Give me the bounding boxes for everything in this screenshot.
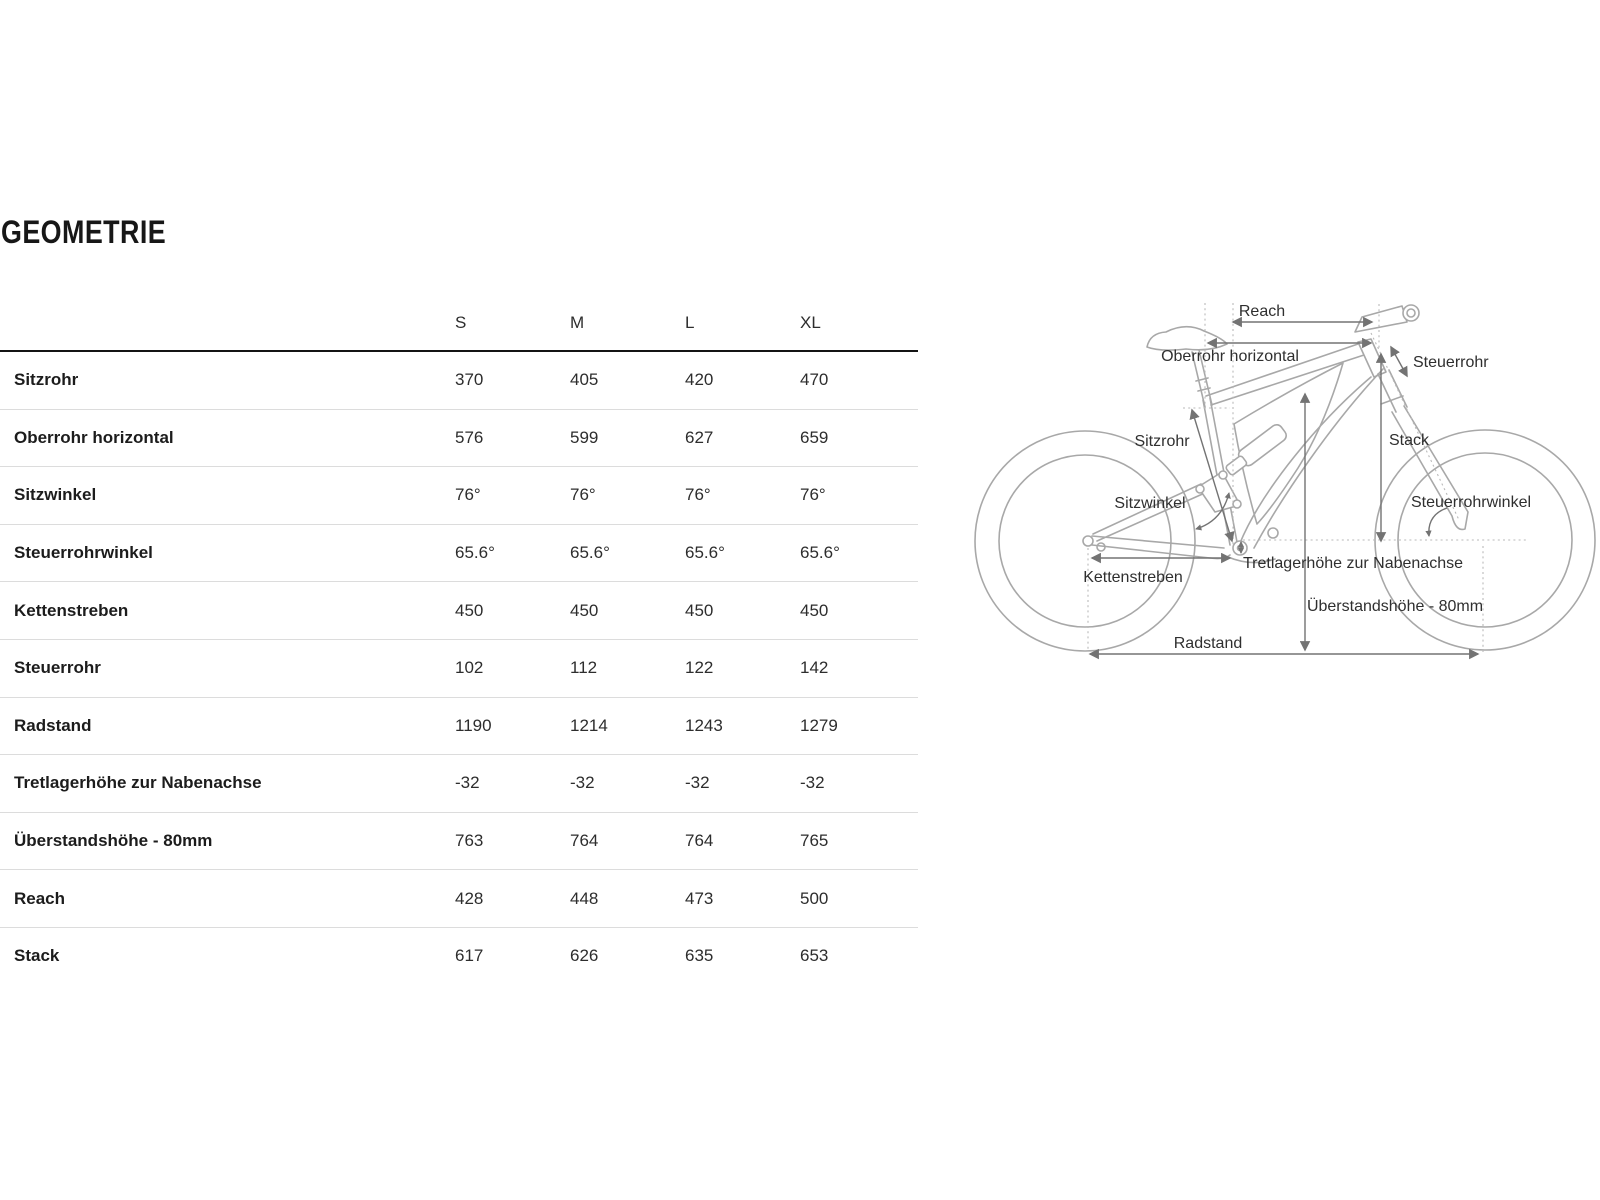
column-header-m: M xyxy=(570,313,585,332)
cell-value: 428 xyxy=(455,888,484,908)
cell-value: 653 xyxy=(800,946,829,966)
cell-value: -32 xyxy=(570,773,595,793)
rear-wheel xyxy=(975,431,1195,651)
cell-value: 764 xyxy=(570,831,599,851)
cell-value: 450 xyxy=(685,600,714,620)
reach-label: Reach xyxy=(1238,303,1286,320)
cell-value: 500 xyxy=(800,888,829,908)
column-header-l: L xyxy=(685,313,695,332)
row-label: Überstandshöhe - 80mm xyxy=(14,831,213,851)
cell-value: 635 xyxy=(685,946,714,966)
row-label: Reach xyxy=(14,888,66,908)
cell-value: 76° xyxy=(570,485,596,505)
radstand-label: Radstand xyxy=(1173,635,1243,652)
table-row-sitzwinkel xyxy=(0,467,918,525)
cell-value: 76° xyxy=(455,485,481,505)
row-label: Kettenstreben xyxy=(14,600,129,620)
table-row-sitzrohr xyxy=(0,352,918,410)
cell-value: 1214 xyxy=(570,715,608,735)
geometry-table xyxy=(0,296,918,985)
bike-geometry-diagram xyxy=(940,280,1600,700)
cell-value: 405 xyxy=(570,370,599,390)
oberrohr-label: Oberrohr horizontal xyxy=(1161,348,1299,365)
steuerrohrwinkel-label: Steuerrohrwinkel xyxy=(1410,494,1532,511)
cell-value: 576 xyxy=(455,427,484,447)
sitzwinkel-label: Sitzwinkel xyxy=(1114,495,1186,512)
row-label: Sitzwinkel xyxy=(14,485,97,505)
ueberstandshoehe-label: Überstandshöhe - 80mm xyxy=(1306,598,1484,615)
cell-value: 370 xyxy=(455,370,484,390)
cell-value: 65.6° xyxy=(800,543,840,563)
cell-value: 102 xyxy=(455,658,484,678)
table-row-ueberstandshoehe xyxy=(0,813,918,871)
cell-value: 470 xyxy=(800,370,829,390)
steuerrohrwinkel-arc xyxy=(1429,508,1447,536)
cell-value: 76° xyxy=(800,485,826,505)
row-label: Tretlagerhöhe zur Nabenachse xyxy=(14,773,262,793)
cell-value: 626 xyxy=(570,946,599,966)
kettenstreben-label: Kettenstreben xyxy=(1083,569,1183,586)
table-row-tretlagerhoehe xyxy=(0,755,918,813)
cell-value: 764 xyxy=(685,831,714,851)
row-label: Steuerrohrwinkel xyxy=(14,543,153,563)
cell-value: 450 xyxy=(800,600,829,620)
table-row-kettenstreben xyxy=(0,582,918,640)
cell-value: 65.6° xyxy=(455,543,495,563)
cell-value: 65.6° xyxy=(685,543,725,563)
diagram-labels xyxy=(1083,303,1531,652)
cell-value: 450 xyxy=(570,600,599,620)
cell-value: 659 xyxy=(800,427,829,447)
front-wheel xyxy=(1375,430,1595,650)
cell-value: 112 xyxy=(570,658,598,678)
cell-value: 448 xyxy=(570,888,599,908)
page-title: GEOMETRIE xyxy=(1,214,167,250)
stack-label: Stack xyxy=(1389,432,1430,449)
cell-value: 122 xyxy=(685,658,714,678)
cell-value: 599 xyxy=(570,427,599,447)
cell-value: 473 xyxy=(685,888,714,908)
cell-value: -32 xyxy=(455,773,480,793)
cell-value: 765 xyxy=(800,831,829,851)
row-label: Radstand xyxy=(14,715,92,735)
cell-value: 142 xyxy=(800,658,829,678)
table-row-radstand xyxy=(0,698,918,756)
cell-value: 76° xyxy=(685,485,711,505)
cell-value: 617 xyxy=(455,946,484,966)
column-header-xl: XL xyxy=(800,313,821,332)
row-label: Stack xyxy=(14,946,60,966)
cell-value: 1243 xyxy=(685,715,723,735)
sitzrohr-label: Sitzrohr xyxy=(1134,433,1190,450)
table-header-row xyxy=(0,296,918,352)
cell-value: 420 xyxy=(685,370,714,390)
cell-value: 627 xyxy=(685,427,714,447)
tretlagerhoehe-label: Tretlagerhöhe zur Nabenachse xyxy=(1243,555,1463,572)
table-row-reach xyxy=(0,870,918,928)
cell-value: 65.6° xyxy=(570,543,610,563)
table-row-stack xyxy=(0,928,918,985)
cell-value: 450 xyxy=(455,600,484,620)
cell-value: -32 xyxy=(800,773,825,793)
table-row-steuerrohrwinkel xyxy=(0,525,918,583)
row-label: Sitzrohr xyxy=(14,370,79,390)
steuerrohr-label: Steuerrohr xyxy=(1413,354,1489,371)
column-header-s: S xyxy=(455,313,467,332)
cell-value: 763 xyxy=(455,831,484,851)
row-label: Oberrohr horizontal xyxy=(14,427,174,447)
cell-value: 1190 xyxy=(455,715,492,735)
table-row-oberrohr xyxy=(0,410,918,468)
table-row-steuerrohr xyxy=(0,640,918,698)
row-label: Steuerrohr xyxy=(14,658,101,678)
steuerrohr-arrow xyxy=(1391,347,1407,376)
cell-value: 1279 xyxy=(800,715,838,735)
cell-value: -32 xyxy=(685,773,710,793)
